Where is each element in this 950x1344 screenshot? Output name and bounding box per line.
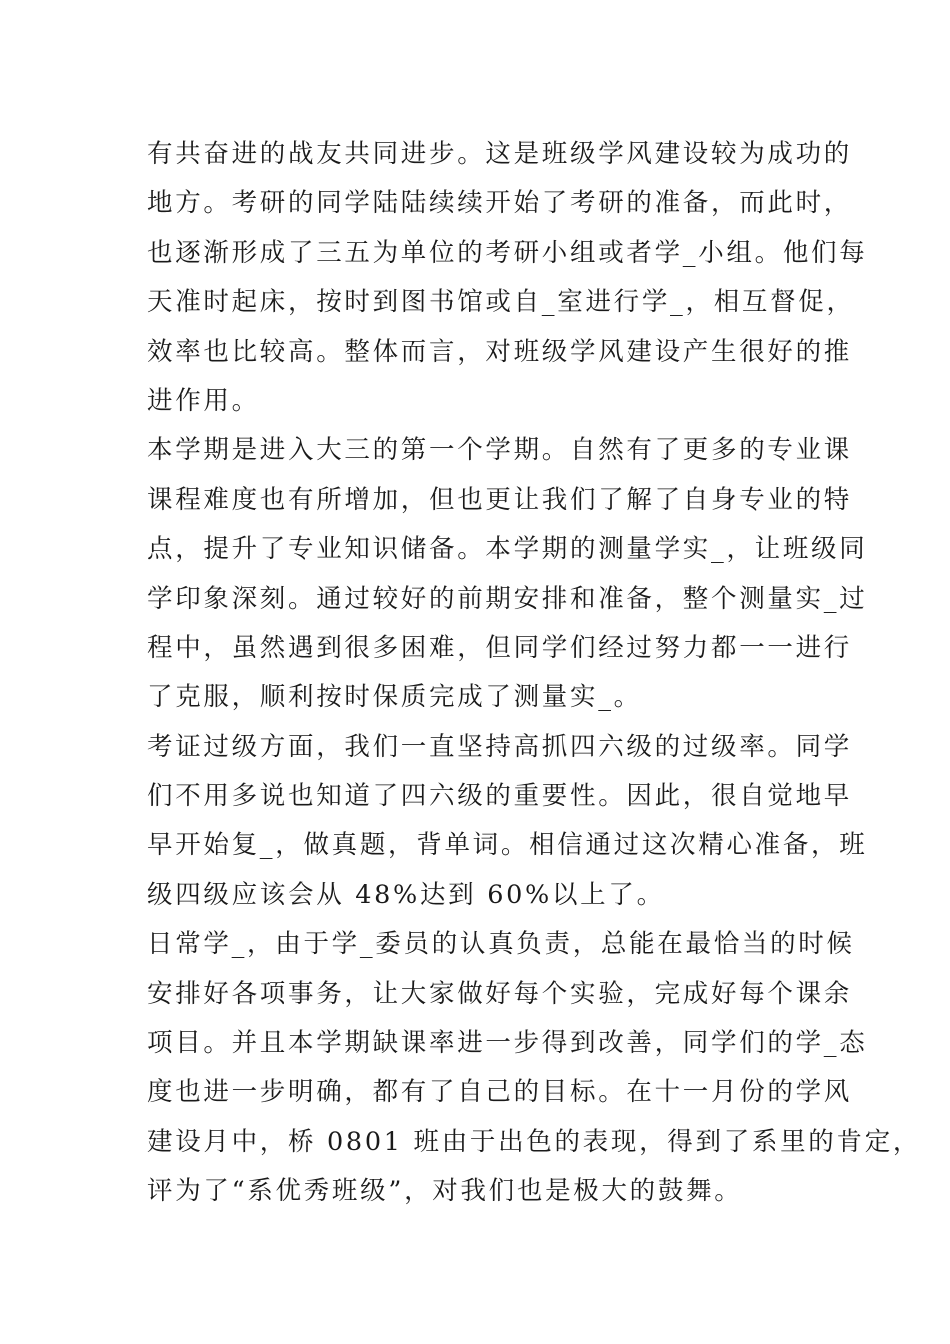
text-line: 日常学_，由于学_委员的认真负责，总能在最恰当的时候 [147,929,855,960]
text-line: 安排好各项事务，让大家做好每个实验，完成好每个课余 [147,978,853,1009]
text-line: 评为了“系优秀班级”，对我们也是极大的鼓舞。 [147,1176,743,1207]
text-line: 早开始复_，做真题，背单词。相信通过这次精心准备，班 [147,830,868,861]
text-line: 建设月中，桥 0801 班由于出色的表现，得到了系里的肯定， [147,1126,922,1157]
text-line: 也逐渐形成了三五为单位的考研小组或者学_小组。他们每 [147,237,868,268]
text-line: 有共奋进的战友共同进步。这是班级学风建设较为成功的 [147,139,853,169]
text-line: 地方。考研的同学陆陆续续开始了考研的准备，而此时， [147,188,853,219]
text-line: 效率也比较高。整体而言，对班级学风建设产生很好的推 [147,336,853,367]
text-line: 点，提升了专业知识储备。本学期的测量学实_，让班级同 [147,534,868,565]
text-line: 级四级应该会从 48%达到 60%以上了。 [147,879,665,910]
text-line: 们不用多说也知道了四六级的重要性。因此，很自觉地早 [147,781,853,812]
text-line: 程中，虽然遇到很多困难，但同学们经过努力都一一进行 [147,632,853,663]
text-line: 天准时起床，按时到图书馆或自_室进行学_，相互督促， [147,287,855,318]
text-line: 进作用。 [147,385,260,416]
text-line: 项目。并且本学期缺课率进一步得到改善，同学们的学_态 [147,1028,868,1059]
text-line: 了克服，顺利按时保质完成了测量实_。 [147,682,642,713]
text-line: 学印象深刻。通过较好的前期安排和准备，整个测量实_过 [147,583,868,614]
text-line: 考证过级方面，我们一直坚持高抓四六级的过级率。同学 [147,731,853,762]
text-line: 本学期是进入大三的第一个学期。自然有了更多的专业课 [147,435,853,466]
text-line: 课程难度也有所增加，但也更让我们了解了自身专业的特 [147,484,853,515]
body-text [147,130,922,1217]
text-line: 度也进一步明确，都有了自己的目标。在十一月份的学风 [147,1077,853,1108]
